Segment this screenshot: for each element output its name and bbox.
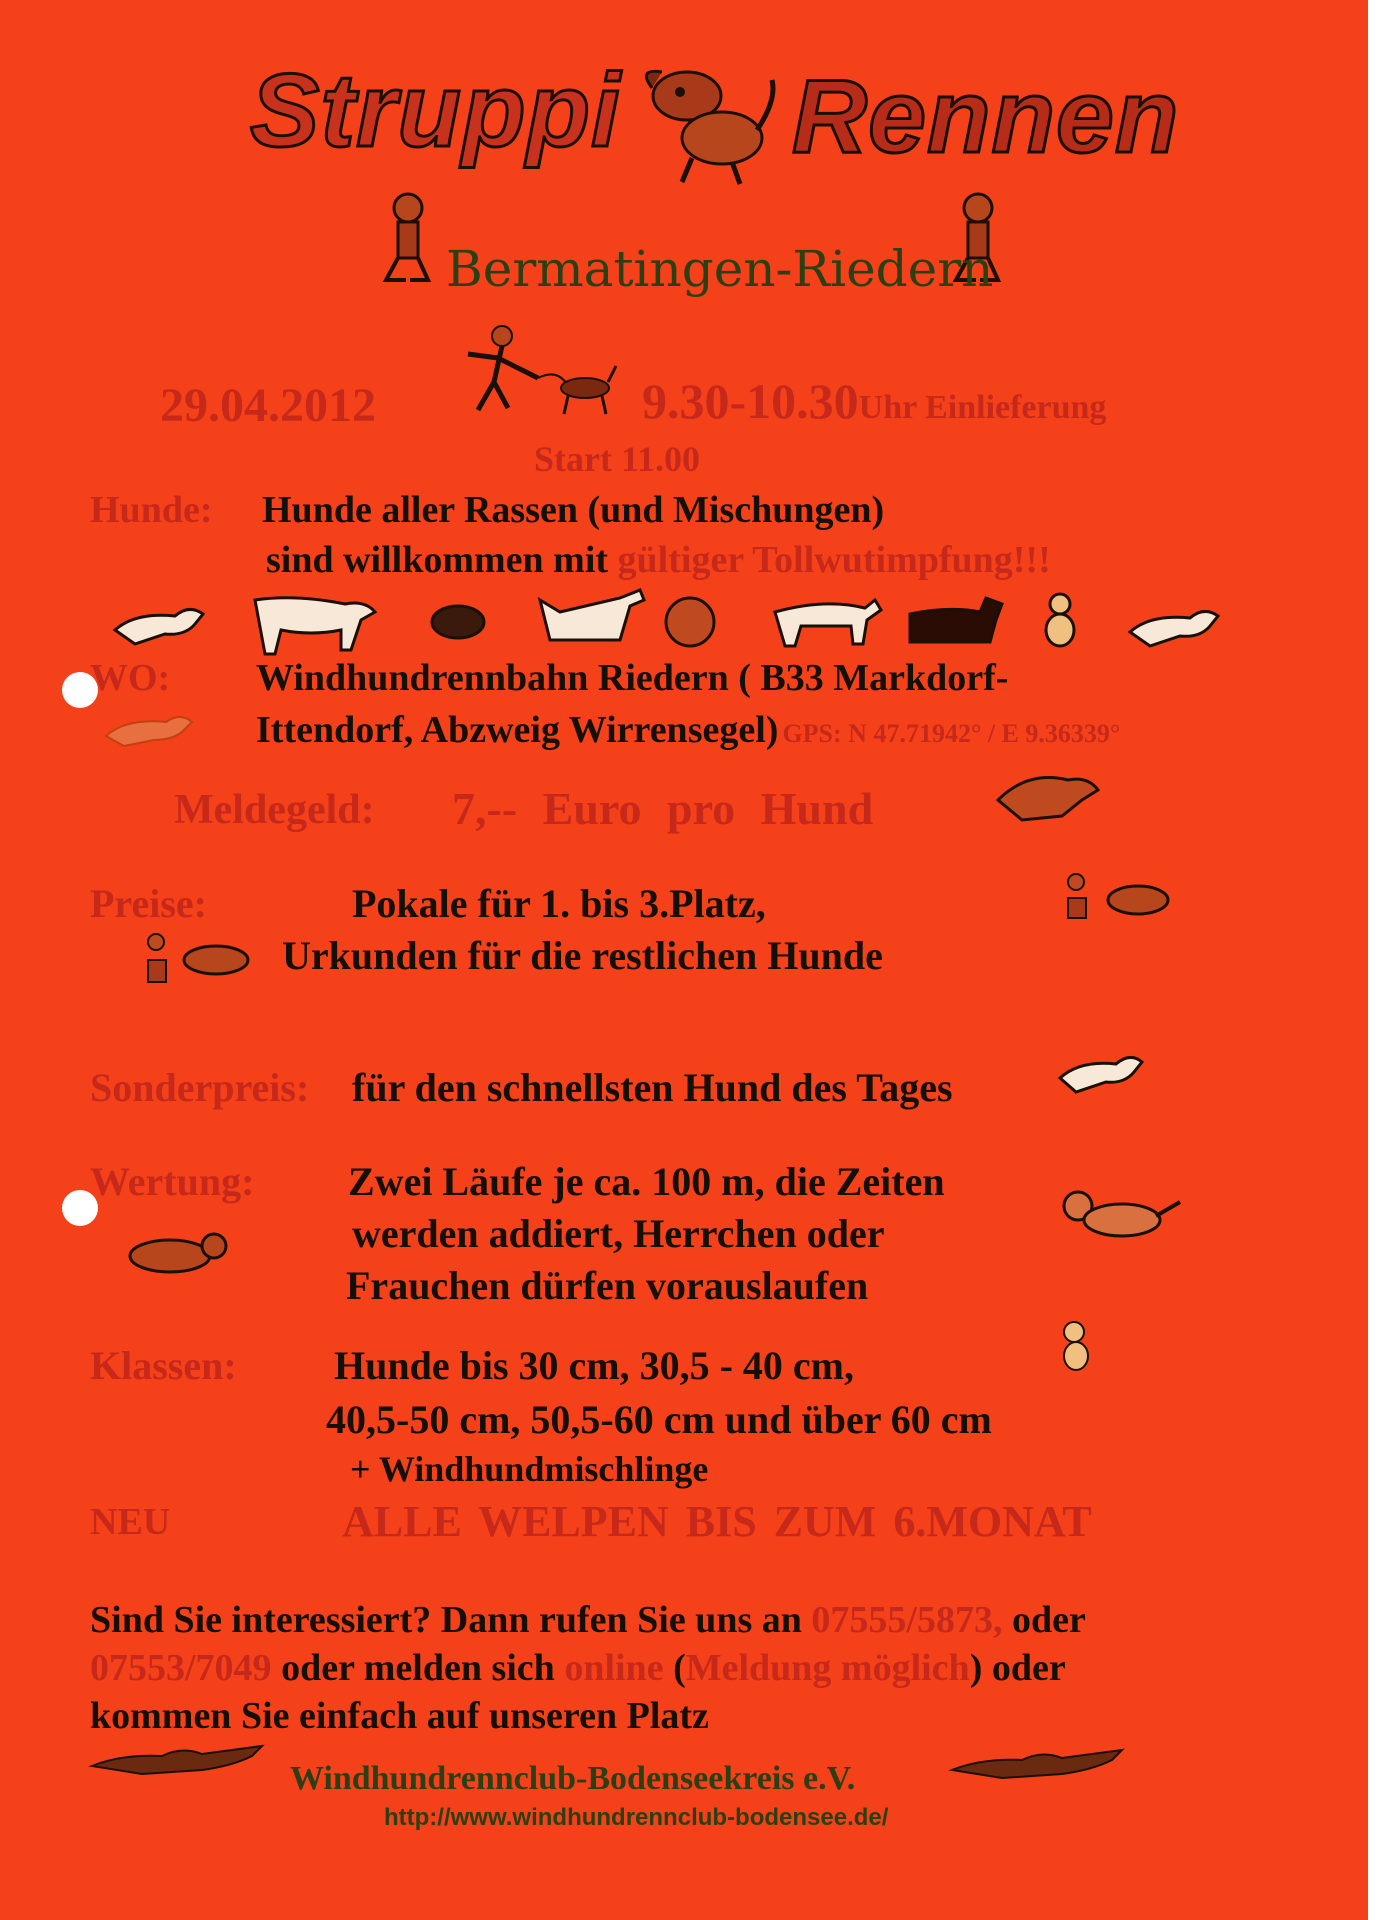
preise-label: Preise:: [90, 881, 207, 926]
running-dog-icon: [255, 598, 375, 654]
cartoon-dog-icon: [1046, 594, 1074, 646]
wo-line2: Ittendorf, Abzweig Wirrensegel): [256, 709, 779, 751]
event-date: 29.04.2012: [160, 379, 376, 432]
meldegeld-value: 7,-- Euro pro Hund: [452, 783, 874, 834]
event-time: 9.30-10.30: [642, 373, 859, 429]
contact-line3: kommen Sie einfach auf unseren Platz: [90, 1695, 709, 1737]
greyhound-icon: [950, 1744, 1130, 1784]
klassen-line1: Hunde bis 30 cm, 30,5 - 40 cm,: [334, 1343, 854, 1388]
cartoon-dog-icon: [1052, 1318, 1102, 1374]
online-link[interactable]: online: [564, 1647, 664, 1689]
neu-text: ALLE WELPEN BIS ZUM 6.MONAT: [342, 1497, 1092, 1546]
running-dog-icon: [910, 598, 1002, 642]
wo-line2-row: [256, 708, 1120, 752]
wo-line1: Windhundrennbahn Riedern ( B33 Markdorf-: [256, 657, 1009, 699]
hunde-label: Hunde:: [90, 489, 213, 531]
flower-pot-icon: [144, 932, 260, 988]
running-dog-icon: [100, 712, 210, 746]
contact-text: ) oder: [969, 1647, 1066, 1689]
running-dog-icon: [775, 600, 881, 646]
wertung-label: Wertung:: [90, 1159, 255, 1204]
klassen-line2: 40,5-50 cm, 50,5-60 cm und über 60 cm: [326, 1397, 992, 1442]
running-dog-icon: [1056, 1044, 1156, 1090]
hunde-line1: Hunde aller Rassen (und Mischungen): [262, 489, 885, 531]
wo-label: WO:: [90, 657, 171, 699]
running-dog-icon: [988, 760, 1108, 824]
meldung-text: Meldung möglich: [685, 1647, 970, 1689]
hunde-line2: [266, 538, 1051, 582]
hunde-line2-text: sind willkommen mit: [266, 539, 618, 581]
event-time-suffix: Uhr Einlieferung: [858, 389, 1107, 426]
dog-row: [0, 590, 1368, 650]
wertung-line2: werden addiert, Herrchen oder: [352, 1211, 885, 1256]
contact-line1: [90, 1598, 1086, 1642]
event-time-row: [642, 372, 1106, 430]
contact-text: oder melden sich: [271, 1647, 565, 1689]
man-walking-dog-icon: [450, 322, 620, 422]
klassen-label: Klassen:: [90, 1343, 237, 1388]
klassen-line3: + Windhundmischlinge: [350, 1449, 709, 1489]
running-dog-icon: [1056, 1186, 1186, 1252]
event-start: Start 11.00: [534, 439, 700, 479]
contact-text: oder: [1002, 1599, 1086, 1641]
sonderpreis-text: für den schnellsten Hund des Tages: [352, 1065, 953, 1110]
running-dog-icon: [115, 609, 203, 644]
preise-line1: Pokale für 1. bis 3.Platz,: [352, 881, 766, 926]
phone-1[interactable]: 07555/5873,: [811, 1599, 1003, 1641]
contact-text: Sind Sie interessiert? Dann rufen Sie uns an: [90, 1599, 812, 1641]
running-dog-icon: [114, 1224, 234, 1284]
cartoon-dog-icon: [378, 188, 438, 288]
running-dog-icon: [432, 606, 484, 638]
flower-pot-icon: [1064, 872, 1180, 922]
running-dog-icon: [540, 590, 644, 640]
title-struppi: Struppi: [250, 53, 621, 169]
subtitle: Bermatingen-Riedern: [446, 240, 994, 298]
cartoon-dog-icon: [666, 598, 714, 646]
running-dog-icon: [1130, 611, 1218, 646]
wertung-line1: Zwei Läufe je ca. 100 m, die Zeiten: [348, 1159, 945, 1204]
meldegeld-label: Meldegeld:: [174, 787, 375, 833]
wertung-line3: Frauchen dürfen vorauslaufen: [346, 1263, 869, 1308]
wo-gps: GPS: N 47.71942° / E 9.36339°: [782, 719, 1121, 748]
club-name: Windhundrennclub-Bodenseekreis e.V.: [290, 1760, 856, 1797]
contact-line2: [90, 1646, 1066, 1690]
greyhound-icon: [90, 1740, 270, 1780]
club-url[interactable]: http://www.windhundrennclub-bodensee.de/: [384, 1804, 889, 1831]
preise-line2: Urkunden für die restlichen Hunde: [282, 933, 883, 978]
phone-2[interactable]: 07553/7049: [90, 1647, 272, 1689]
cartoon-dog-icon: [632, 58, 782, 188]
neu-label: NEU: [90, 1501, 171, 1543]
sonderpreis-label: Sonderpreis:: [90, 1065, 310, 1110]
contact-text: (: [663, 1647, 686, 1689]
hunde-highlight: gültiger Tollwutimpfung!!!: [617, 539, 1051, 581]
title-rennen: Rennen: [792, 59, 1180, 175]
